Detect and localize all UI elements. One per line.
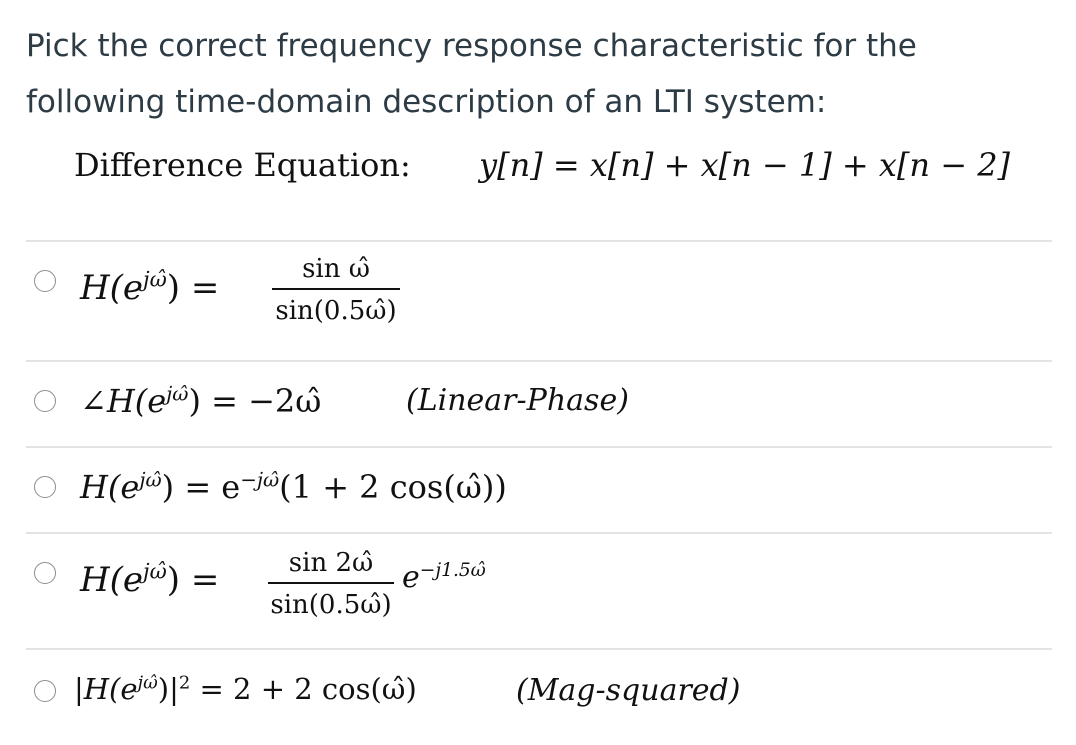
- answer-option-5[interactable]: [34, 660, 1044, 730]
- option-3-expression: $H(e^{j\omegâ}) = e^{-j\omegâ}(1 + 2$ cos(ω̂)): [80, 468, 507, 506]
- separator: [26, 648, 1052, 650]
- radio-button-option-3[interactable]: [34, 476, 56, 498]
- answer-option-4[interactable]: [34, 542, 1044, 646]
- question-text: Pick the correct frequency response characteristic for the following time-domain description of an LTI system:: [26, 28, 917, 120]
- difference-equation-label: Difference Equation:: [74, 146, 411, 184]
- option-4-denominator: sin(0.5ω̂): [270, 590, 392, 620]
- option-2-expression: $\angle H(e^{j\omegâ})$ = −2ω̂: [80, 382, 322, 420]
- radio-button-option-5[interactable]: [34, 680, 56, 702]
- option-1-fraction: [272, 252, 400, 328]
- separator: [26, 240, 1052, 242]
- answer-option-2[interactable]: [34, 372, 1044, 442]
- option-5-expression: $|H(e^{j\omegâ})|^2 = 2 + 2$ cos(ω̂): [74, 672, 417, 706]
- answer-option-3[interactable]: [34, 458, 1044, 528]
- option-2-note: (Linear-Phase): [406, 383, 629, 418]
- option-1-denominator: sin(0.5ω̂): [275, 296, 397, 326]
- fraction-bar: [272, 288, 400, 290]
- fraction-bar: [268, 582, 394, 584]
- separator: [26, 360, 1052, 362]
- option-5-note: (Mag-squared): [516, 673, 741, 708]
- radio-button-option-2[interactable]: [34, 390, 56, 412]
- option-4-lhs: $H(e^{j\omegâ})$ =: [80, 558, 220, 600]
- option-4-exponential: $e^{-j1.5\omegâ}$: [402, 560, 486, 595]
- separator: [26, 446, 1052, 448]
- option-4-fraction: [268, 546, 394, 622]
- radio-button-option-1[interactable]: [34, 270, 56, 292]
- option-4-numerator: sin 2ω̂: [288, 548, 374, 578]
- difference-equation-formula: y[n] = x[n] + x[n − 1] + x[n − 2]: [479, 146, 1011, 184]
- separator: [26, 532, 1052, 534]
- radio-button-option-4[interactable]: [34, 562, 56, 584]
- option-1-lhs: $H(e^{j\omegâ})$ =: [80, 266, 220, 308]
- difference-equation: [74, 140, 1034, 196]
- answer-option-1[interactable]: [34, 252, 1044, 358]
- option-1-numerator: sin ω̂: [302, 254, 370, 284]
